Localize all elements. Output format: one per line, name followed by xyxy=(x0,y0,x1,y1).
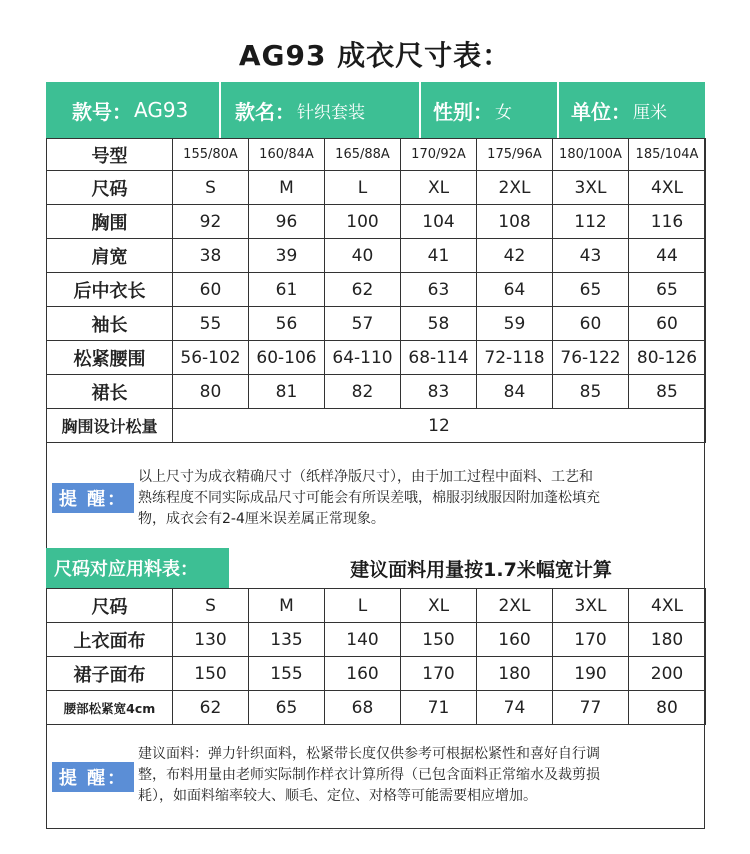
size-code-cell: 185/104A xyxy=(629,139,706,171)
table-cell: 65 xyxy=(249,691,325,725)
table-cell: 62 xyxy=(325,273,401,307)
table-cell: 80-126 xyxy=(629,341,706,375)
row-label: 裙长 xyxy=(47,375,173,409)
ease-row xyxy=(47,409,706,443)
table-cell: 112 xyxy=(553,205,629,239)
table-row xyxy=(47,239,706,273)
style-info-bar xyxy=(46,82,705,138)
reminder-line: 以上尺寸为成衣精确尺寸（纸样净版尺寸），由于加工过程中面料、工艺和 xyxy=(138,469,593,485)
table-cell: 68 xyxy=(325,691,401,725)
style-number-label: 款号： xyxy=(72,99,132,124)
table-cell: 150 xyxy=(173,657,249,691)
size-code-cell: 180/100A xyxy=(553,139,629,171)
reminder-badge: 提 醒： xyxy=(52,762,134,792)
table-cell: 170 xyxy=(401,657,477,691)
table-cell: 38 xyxy=(173,239,249,273)
table-cell: 71 xyxy=(401,691,477,725)
row-label: 上衣面布 xyxy=(47,623,173,657)
table-row xyxy=(47,307,706,341)
table-cell: L xyxy=(325,171,401,205)
table-cell: XL xyxy=(401,171,477,205)
table-cell: 180 xyxy=(477,657,553,691)
row-label: 肩宽 xyxy=(47,239,173,273)
table-cell: 83 xyxy=(401,375,477,409)
size-cell: XL xyxy=(401,589,477,623)
table-cell: 135 xyxy=(249,623,325,657)
table-cell: 4XL xyxy=(629,171,706,205)
table-cell: 56-102 xyxy=(173,341,249,375)
table-cell: 40 xyxy=(325,239,401,273)
table-cell: 61 xyxy=(249,273,325,307)
style-number-value: AG93 xyxy=(134,98,189,122)
table-cell: 77 xyxy=(553,691,629,725)
gender-value: 女 xyxy=(495,102,512,123)
size-cell: S xyxy=(173,589,249,623)
table-cell: 96 xyxy=(249,205,325,239)
table-row xyxy=(47,341,706,375)
table-cell: 42 xyxy=(477,239,553,273)
size-code-cell: 175/96A xyxy=(477,139,553,171)
size-table xyxy=(46,138,706,443)
fabric-header-row xyxy=(47,589,706,623)
fabric-table xyxy=(46,588,706,725)
size-code-cell: 160/84A xyxy=(249,139,325,171)
table-cell: 160 xyxy=(325,657,401,691)
table-cell: 170 xyxy=(553,623,629,657)
table-cell: 155 xyxy=(249,657,325,691)
table-cell: 76-122 xyxy=(553,341,629,375)
table-cell: 39 xyxy=(249,239,325,273)
reminder-text xyxy=(138,744,600,807)
reminder-line: 整，布料用量由老师实际制作样衣计算所得（已包含面料正常缩水及裁剪损 xyxy=(138,767,600,783)
fabric-section-title: 尺码对应用料表： xyxy=(46,548,229,588)
reminder-badge: 提 醒： xyxy=(52,483,134,513)
row-label: 号型 xyxy=(47,139,173,171)
table-cell: 85 xyxy=(553,375,629,409)
table-cell: 44 xyxy=(629,239,706,273)
size-cell: 2XL xyxy=(477,589,553,623)
table-row xyxy=(47,657,706,691)
row-label: 胸围设计松量 xyxy=(47,409,173,443)
reminder-box xyxy=(46,440,705,540)
reminder-line: 建议面料：弹力针织面料，松紧带长度仅供参考可根据松紧性和喜好自行调 xyxy=(138,746,600,762)
table-row xyxy=(47,375,706,409)
unit-cell xyxy=(559,82,705,138)
table-cell: 80 xyxy=(629,691,706,725)
size-cell: 4XL xyxy=(629,589,706,623)
reminder-line: 熟练程度不同实际成品尺寸可能会有所误差哦，棉服羽绒服因附加蓬松填充 xyxy=(138,490,600,506)
table-row xyxy=(47,273,706,307)
table-cell: 116 xyxy=(629,205,706,239)
table-cell: 43 xyxy=(553,239,629,273)
unit-label: 单位： xyxy=(571,99,631,124)
table-cell: 68-114 xyxy=(401,341,477,375)
table-cell: 82 xyxy=(325,375,401,409)
table-cell: 85 xyxy=(629,375,706,409)
table-cell: 104 xyxy=(401,205,477,239)
style-name-cell xyxy=(221,82,421,138)
table-cell: 180 xyxy=(629,623,706,657)
reminder-box xyxy=(46,724,705,828)
table-row xyxy=(47,171,706,205)
size-code-cell: 170/92A xyxy=(401,139,477,171)
table-cell: 200 xyxy=(629,657,706,691)
gender-label: 性别： xyxy=(433,99,493,124)
row-label: 尺码 xyxy=(47,589,173,623)
table-cell: 100 xyxy=(325,205,401,239)
row-label: 后中衣长 xyxy=(47,273,173,307)
style-number-cell xyxy=(46,82,221,138)
table-cell: 64-110 xyxy=(325,341,401,375)
size-code-cell: 165/88A xyxy=(325,139,401,171)
page-title: AG93 成衣尺寸表： xyxy=(238,39,512,72)
unit-value: 厘米 xyxy=(633,102,667,123)
style-name-value: 针织套装 xyxy=(297,102,365,123)
table-row xyxy=(47,205,706,239)
table-cell: 108 xyxy=(477,205,553,239)
table-row xyxy=(47,623,706,657)
table-cell: S xyxy=(173,171,249,205)
fabric-width-note: 建议面料用量按1.7米幅宽计算 xyxy=(350,558,612,581)
table-cell: 72-118 xyxy=(477,341,553,375)
table-cell: 56 xyxy=(249,307,325,341)
table-cell: 41 xyxy=(401,239,477,273)
table-row xyxy=(47,691,706,725)
table-cell: 130 xyxy=(173,623,249,657)
row-label: 袖长 xyxy=(47,307,173,341)
table-cell: 60 xyxy=(629,307,706,341)
size-cell: 3XL xyxy=(553,589,629,623)
table-cell: 2XL xyxy=(477,171,553,205)
table-cell: 64 xyxy=(477,273,553,307)
table-cell: 60 xyxy=(173,273,249,307)
row-label: 松紧腰围 xyxy=(47,341,173,375)
table-cell: 150 xyxy=(401,623,477,657)
table-cell: 59 xyxy=(477,307,553,341)
gender-cell xyxy=(421,82,559,138)
table-cell: M xyxy=(249,171,325,205)
table-cell: 160 xyxy=(477,623,553,657)
style-name-label: 款名： xyxy=(235,99,295,124)
reminder-text xyxy=(138,467,600,530)
size-code-row xyxy=(47,139,706,171)
table-cell: 140 xyxy=(325,623,401,657)
row-label: 尺码 xyxy=(47,171,173,205)
table-cell: 60 xyxy=(553,307,629,341)
fabric-section-header xyxy=(46,548,705,588)
table-cell: 57 xyxy=(325,307,401,341)
row-label: 胸围 xyxy=(47,205,173,239)
table-cell: 84 xyxy=(477,375,553,409)
table-cell: 65 xyxy=(553,273,629,307)
table-cell: 74 xyxy=(477,691,553,725)
table-cell: 80 xyxy=(173,375,249,409)
table-cell: 92 xyxy=(173,205,249,239)
table-cell: 55 xyxy=(173,307,249,341)
size-cell: L xyxy=(325,589,401,623)
table-cell: 60-106 xyxy=(249,341,325,375)
reminder-line: 耗），如面料缩率较大、顺毛、定位、对格等可能需要相应增加。 xyxy=(138,788,537,804)
table-cell: 58 xyxy=(401,307,477,341)
table-cell: 81 xyxy=(249,375,325,409)
size-code-cell: 155/80A xyxy=(173,139,249,171)
table-cell: 65 xyxy=(629,273,706,307)
ease-value: 12 xyxy=(173,409,706,443)
table-cell: 63 xyxy=(401,273,477,307)
row-label: 裙子面布 xyxy=(47,657,173,691)
row-label: 腰部松紧宽4cm xyxy=(47,691,173,725)
reminder-line: 物，成衣会有2-4厘米误差属正常现象。 xyxy=(138,511,385,527)
size-cell: M xyxy=(249,589,325,623)
table-cell: 3XL xyxy=(553,171,629,205)
table-cell: 190 xyxy=(553,657,629,691)
table-cell: 62 xyxy=(173,691,249,725)
